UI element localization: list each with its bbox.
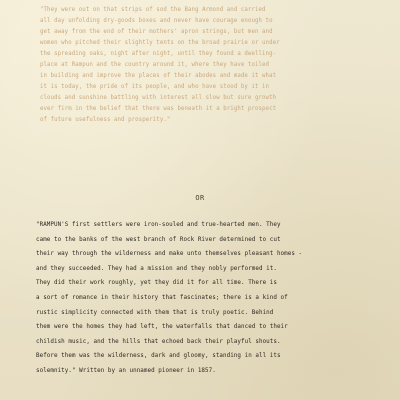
faded-line: place at Rampun and the country around it, where they have toiled [40, 62, 270, 68]
faded-line: it is today, the pride of its people, and who have stood by it in [40, 84, 270, 90]
faded-line: the spreading oaks, night after night, until they found a dwelling- [40, 51, 277, 57]
main-passage [36, 218, 382, 379]
main-line: them were the homes they had left, the waterfalls that danced to their [36, 324, 288, 331]
faded-line: women who pitched their slightly tents on the broad prairie or under [40, 40, 280, 46]
faded-passage [40, 5, 370, 126]
faded-line: clouds and sunshine battling with interest all slow but sure growth [40, 95, 277, 101]
faded-line: in building and improve the places of their abodes and made it what [40, 73, 277, 79]
main-line: solemnity." Written by an unnamed pioneer in 1857. [36, 367, 216, 374]
faded-line: of future usefulness and prosperity." [40, 117, 171, 123]
main-line: a sort of romance in their history that fascinates; there is a kind of [36, 294, 288, 301]
faded-line: ever firm in the belief that there was beneath it a bright prospect [40, 106, 277, 112]
main-line: and they succeeded. They had a mission and they nobly performed it. [36, 265, 277, 272]
main-line: rustic simplicity connected with them that is truly poetic. Behind [36, 309, 274, 316]
faded-line: get away from the end of their mothers' apron strings, but men and [40, 29, 273, 35]
main-line: Before them was the wilderness, dark and gloomy, standing in all its [36, 353, 281, 360]
section-divider: OR [195, 194, 205, 202]
main-line: came to the banks of the west branch of Rock River determined to cut [36, 236, 281, 243]
faded-line: all day unfolding dry-goods boxes and never have courage enough to [40, 18, 273, 24]
faded-line: "They were out on that strips of sod the Bang Armond and carried [40, 7, 266, 13]
main-line: "RAMPUN'S first settlers were iron-souled and true-hearted men. They [36, 222, 281, 228]
main-line: They did their work roughly, yet they did it for all time. There is [36, 280, 277, 287]
main-line: their way through the wilderness and make unto themselves pleasant homes - [36, 251, 303, 258]
main-line: childish music, and the hills that echoed back their playful shouts. [36, 338, 281, 345]
